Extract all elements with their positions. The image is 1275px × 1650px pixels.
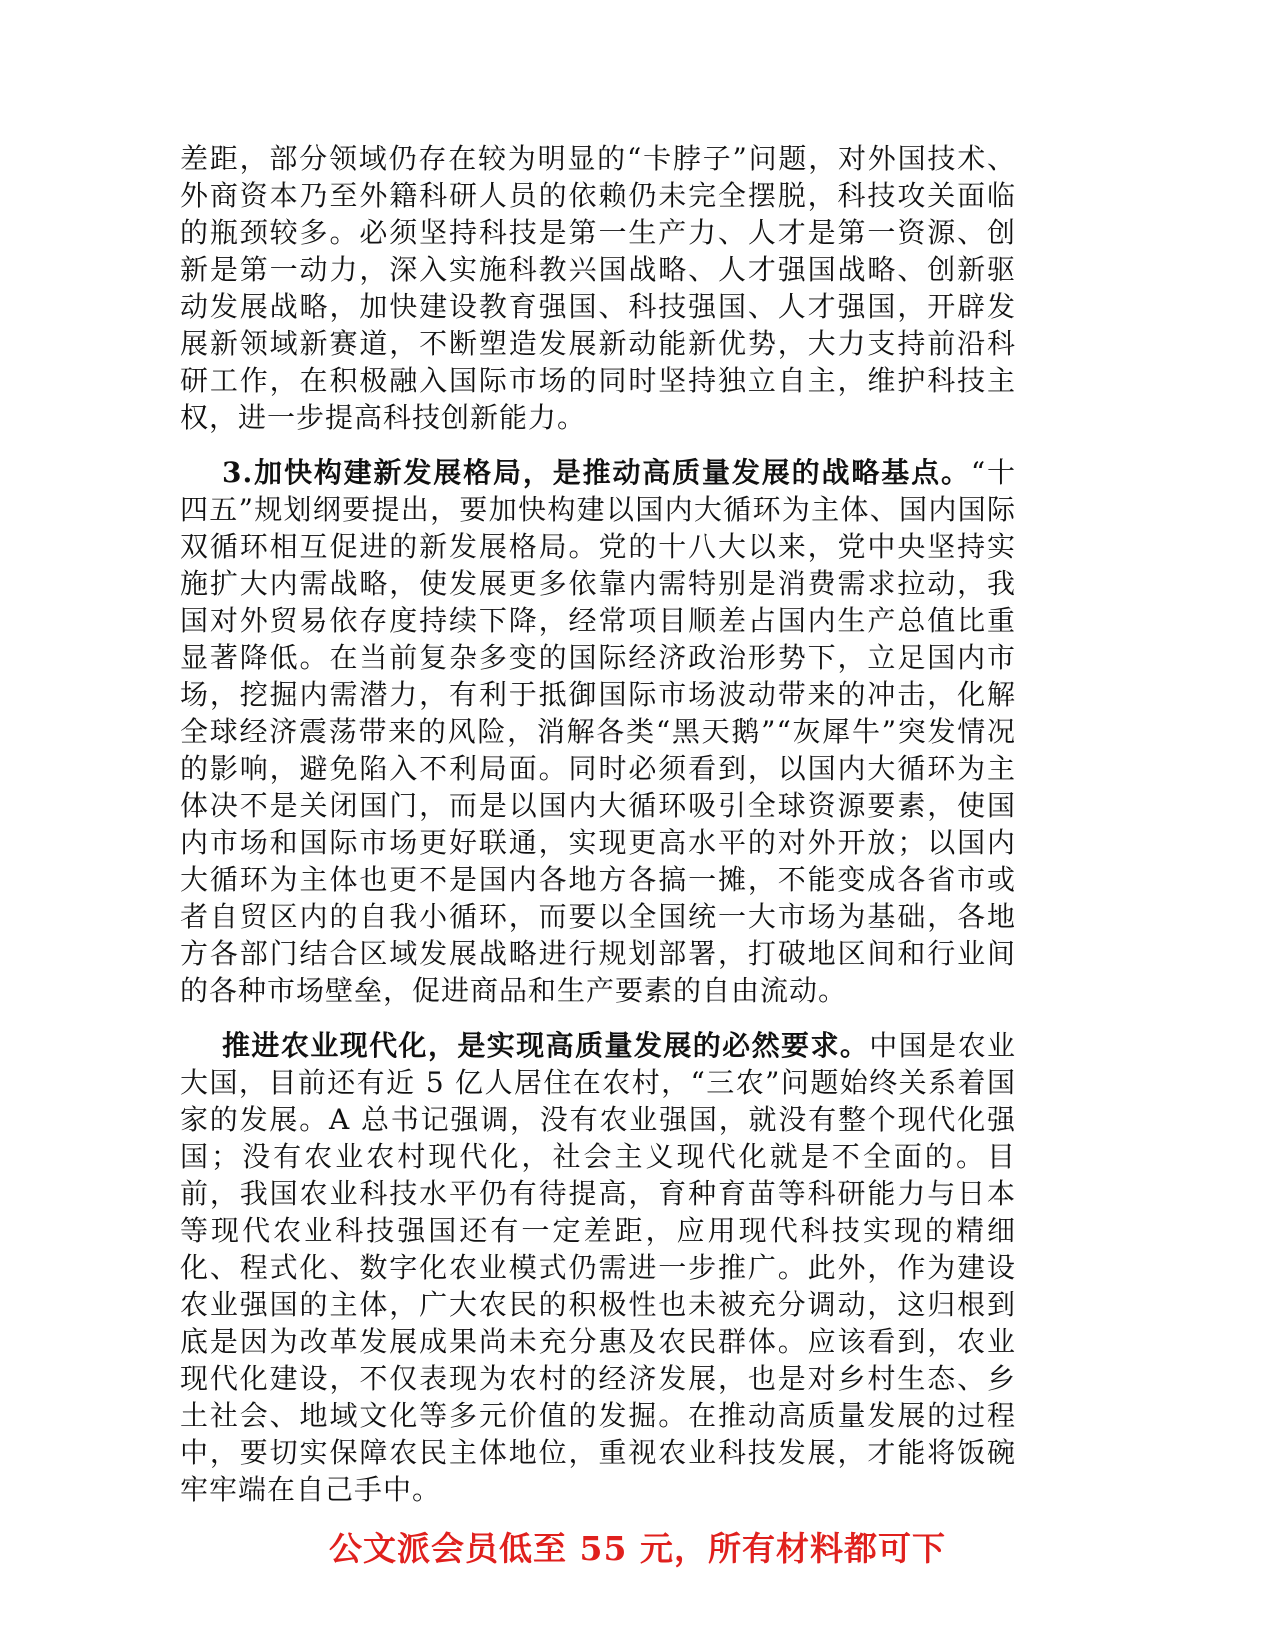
paragraph-2 xyxy=(180,454,1016,1009)
paragraph-3 xyxy=(180,1027,1016,1508)
paragraph-3-heading: 推进农业现代化，是实现高质量发展的必然要求。 xyxy=(222,1029,870,1062)
paragraph-3-text: 中国是农业大国，目前还有近 5 亿人居住在农村，“三农”问题始终关系着国家的发展。A 总书记强调，没有农业强国，就没有整个现代化强国；没有农业农村现代化，社会主义现代化就是不全面的。目前，我国农业科技水平仍有待提高，育种育苗等科研能力与日本等现代农业科技强国还有一定差距，应用现代科技实现的精细化、程式化、数字化农业模式仍需进一步推广。此外，作为建设农业强国的主体，广大农民的积极性也未被充分调动，这归根到底是因为改革发展成果尚未充分惠及农民群体。应该看到，农业现代化建设，不仅表现为农村的经济发展，也是对乡村生态、乡土社会、地域文化等多元价值的发掘。在推动高质量发展的过程中，要切实保障农民主体地位，重视农业科技发展，才能将饭碗牢牢端在自己手中。 xyxy=(180,1029,1016,1506)
paragraph-2-heading: 3.加快构建新发展格局，是推动高质量发展的战略基点。 xyxy=(222,456,971,489)
membership-promo-banner: 公文派会员低至 55 元，所有材料都可下 xyxy=(329,1529,946,1568)
paragraph-1 xyxy=(180,140,1016,436)
document-body xyxy=(180,140,1016,1526)
paragraph-1-text: 差距，部分领域仍存在较为明显的“卡脖子”问题，对外国技术、外商资本乃至外籍科研人员的依赖仍未完全摆脱，科技攻关面临的瓶颈较多。必须坚持科技是第一生产力、人才是第一资源、创新是第一动力，深入实施科教兴国战略、人才强国战略、创新驱动发展战略，加快建设教育强国、科技强国、人才强国，开辟发展新领域新赛道，不断塑造发展新动能新优势，大力支持前沿科研工作，在积极融入国际市场的同时坚持独立自主，维护科技主权，进一步提高科技创新能力。 xyxy=(180,142,1016,434)
paragraph-2-text: “十四五”规划纲要提出，要加快构建以国内大循环为主体、国内国际双循环相互促进的新发展格局。党的十八大以来，党中央坚持实施扩大内需战略，使发展更多依靠内需特别是消费需求拉动，我国对外贸易依存度持续下降，经常项目顺差占国内生产总值比重显著降低。在当前复杂多变的国际经济政治形势下，立足国内市场，挖掘内需潜力，有利于抵御国际市场波动带来的冲击，化解全球经济震荡带来的风险，消解各类“黑天鹅”“灰犀牛”突发情况的影响，避免陷入不利局面。同时必须看到，以国内大循环为主体决不是关闭国门，而是以国内大循环吸引全球资源要素，使国内市场和国际市场更好联通，实现更高水平的对外开放；以国内大循环为主体也更不是国内各地方各搞一摊，不能变成各省市或者自贸区内的自我小循环，而要以全国统一大市场为基础，各地方各部门结合区域发展战略进行规划部署，打破地区间和行业间的各种市场壁垒，促进商品和生产要素的自由流动。 xyxy=(180,456,1016,1007)
